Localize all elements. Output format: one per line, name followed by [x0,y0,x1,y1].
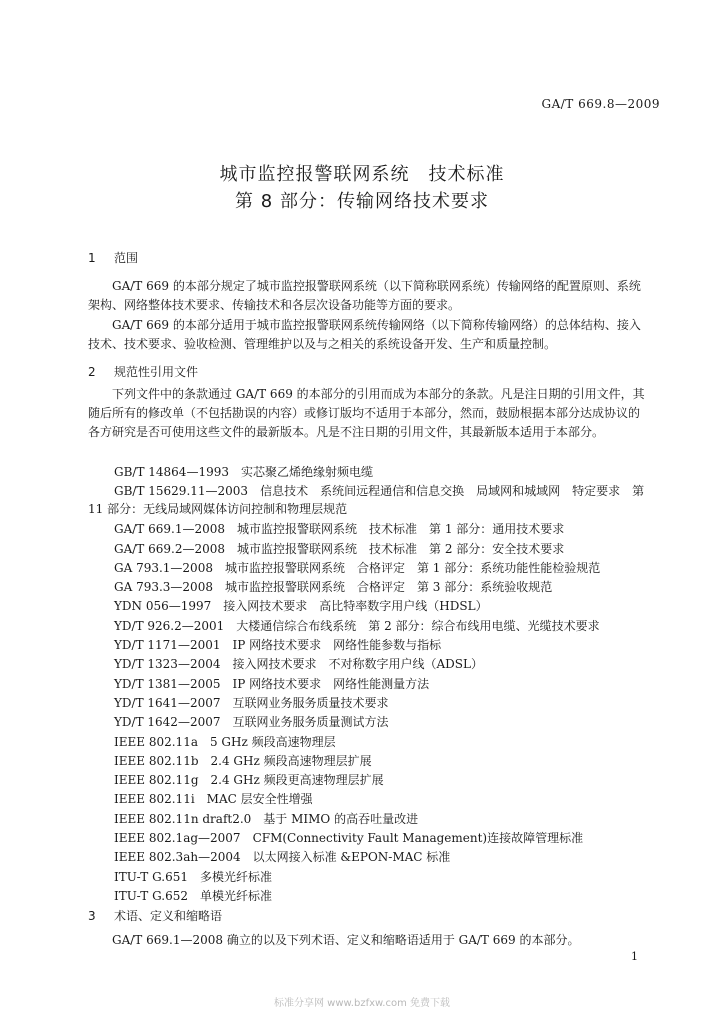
reference-item: GA 793.1—2008 城市监控报警联网系统 合格评定 第 1 部分：系统功能性能检验规范 [114,560,601,575]
reference-item: IEEE 802.11i MAC 层安全性增强 [114,792,313,807]
reference-item: IEEE 802.11g 2.4 GHz 频段更高速物理层扩展 [114,773,384,788]
reference-item: YD/T 926.2—2001 大楼通信综合布线系统 第 2 部分：综合布线用电缆、光缆技术要求 [114,618,600,633]
section-heading-normative-references [88,363,198,380]
references-intro-paragraph: 下列文件中的条款通过 GA/T 669 的本部分的引用而成为本部分的条款。凡是注日期的引用文件，其随后所有的修改单（不包括勘误的内容）或修订版均不适用于本部分，然而，鼓励根据本部分达成协议的各方研究是否可使用这些文件的最新版本。凡是不注日期的引用文件，其最新版本适用于本部分。 [88,387,645,439]
section-heading-terms [88,907,222,924]
section-number: 1 [88,251,96,265]
reference-item: IEEE 802.1ag—2007 CFM(Connectivity Fault Management)连接故障管理标准 [114,831,584,846]
reference-item: IEEE 802.11a 5 GHz 频段高速物理层 [114,734,336,749]
reference-item: GB/T 14864—1993 实芯聚乙烯绝缘射频电缆 [114,465,373,479]
reference-item: YDN 056—1997 接入网技术要求 高比特率数字用户线（HDSL） [114,599,488,614]
reference-item: YD/T 1171—2001 IP 网络技术要求 网络性能参数与指标 [114,638,442,653]
section-title: 范围 [114,251,139,265]
reference-item: GA/T 669.1—2008 城市监控报警联网系统 技术标准 第 1 部分：通用技术要求 [114,522,565,537]
reference-item: ITU-T G.652 单模光纤标准 [114,888,272,903]
section-title: 术语、定义和缩略语 [114,909,223,923]
section-number: 3 [88,909,96,923]
reference-item: YD/T 1323—2004 接入网技术要求 不对称数字用户线（ADSL） [114,657,483,672]
terms-paragraph: GA/T 669.1—2008 确立的以及下列术语、定义和缩略语适用于 GA/T 669 的本部分。 [112,933,580,947]
section-title: 规范性引用文件 [114,365,199,379]
reference-item: GA 793.3—2008 城市监控报警联网系统 合格评定 第 3 部分：系统验收规范 [114,580,553,595]
reference-item: GB/T 15629.11—2003 信息技术 系统间远程通信和信息交换 局域网和城域网 特定要求 第 11 部分：无线局域网媒体访问控制和物理层规范 [88,484,645,517]
reference-item: YD/T 1641—2007 互联网业务服务质量技术要求 [114,695,389,710]
reference-item: YD/T 1642—2007 互联网业务服务质量测试方法 [114,715,389,730]
reference-item: IEEE 802.11b 2.4 GHz 频段高速物理层扩展 [114,753,372,768]
standard-code: GA/T 669.8—2009 [541,97,660,111]
reference-item: ITU-T G.651 多模光纤标准 [114,869,272,884]
reference-item: YD/T 1381—2005 IP 网络技术要求 网络性能测量方法 [114,676,430,691]
reference-list [88,463,648,906]
scope-paragraph: GA/T 669 的本部分规定了城市监控报警联网系统（以下简称联网系统）传输网络的配置原则、系统架构、网络整体技术要求、传输技术和各层次设备功能等方面的要求。 [88,279,641,312]
reference-item: IEEE 802.3ah—2004 以太网接入标准 &EPON-MAC 标准 [114,850,451,865]
reference-item: IEEE 802.11n draft2.0 基于 MIMO 的高吞吐量改进 [114,811,419,826]
document-subtitle: 第 8 部分：传输网络技术要求 [235,191,489,212]
scope-paragraph: GA/T 669 的本部分适用于城市监控报警联网系统传输网络（以下简称传输网络）的总体结构、接入技术、技术要求、验收检测、管理维护以及与之相关的系统设备开发、生产和质量控制。 [88,318,641,351]
document-title: 城市监控报警联网系统 技术标准 [219,164,505,185]
page-number: 1 [631,950,638,963]
section-heading-scope [88,249,138,266]
reference-item: GA/T 669.2—2008 城市监控报警联网系统 技术标准 第 2 部分：安全技术要求 [114,541,565,556]
section-number: 2 [88,365,96,379]
watermark-text: 标准分享网 www.bzfxw.com 免费下载 [274,998,450,1009]
